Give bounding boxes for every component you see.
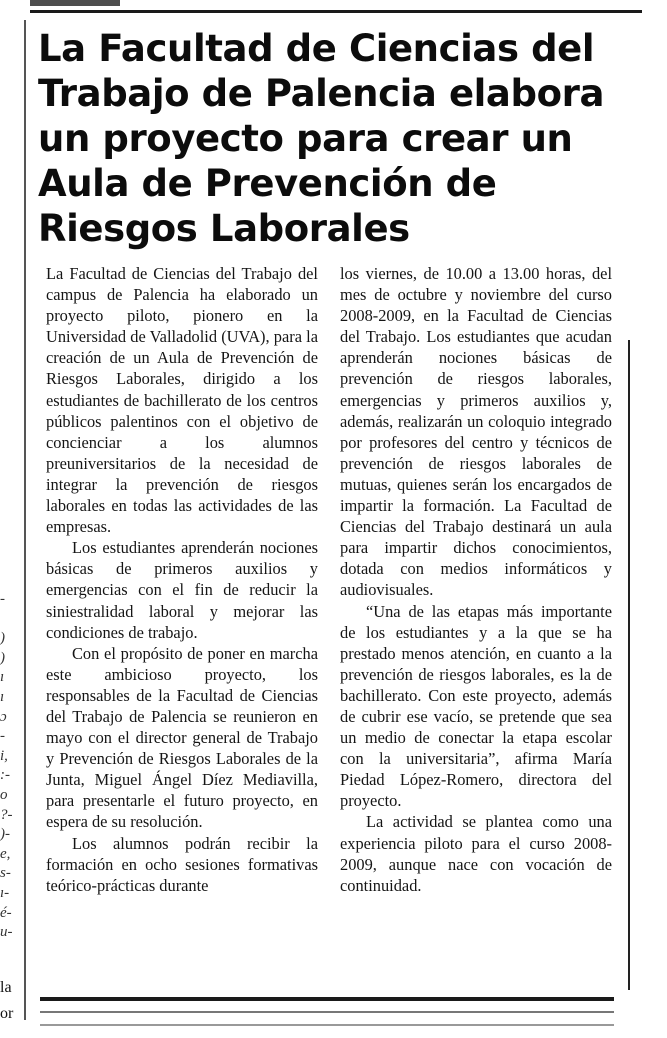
paragraph: “Una de las etapas más importante de los estudiantes y a la que se ha prestado menos atención, en cuanto a la prevención de riesgos laborales, es la de bachillerato. Con este proyecto, además de cubrir ese vacío, se pretende que sea un medio de conectar la etapa escolar con la universitaria”, afirma María Piedad López-Romero, directora del proyecto. <box>340 601 612 811</box>
article-column-2 <box>340 263 612 896</box>
adjacent-column-bottom <box>0 975 13 1027</box>
scan-edge-line <box>628 340 630 990</box>
fragment: ) <box>0 630 5 647</box>
paragraph: Los estudiantes aprenderán nociones básicas de primeros auxilios y emergencias con el fin de reducir la siniestralidad laboral y mejorar las condiciones de trabajo. <box>46 538 318 642</box>
fragment: é- <box>0 904 12 921</box>
fragment: ?- <box>0 806 13 823</box>
fragment: )- <box>0 826 10 843</box>
column-divider-left <box>24 20 26 1020</box>
bottom-rule-thick <box>40 997 614 1001</box>
fragment: ı- <box>0 884 10 901</box>
bottom-rule <box>40 1011 614 1013</box>
fragment: - <box>0 728 5 745</box>
paragraph: los viernes, de 10.00 a 13.00 horas, del mes de octubre y noviembre del curso 2008-2009, en la Facultad de Ciencias del Trabajo. Los estudiantes que acudan aprenderán nociones básicas de prevención de riesgos laborales, emergencias y primeros auxilios y, además, realizarán un coloquio integrado por profesores del centro y técnicos de prevención de riesgos laborales de mutuas, quienes serán los encargados de impartir la formación. La Facultad de Ciencias del Trabajo destinará un aula para impartir dichos conocimientos, dotada con medios informáticos y audiovisuales. <box>340 264 612 600</box>
fragment: o <box>0 786 8 803</box>
fragment: ɔ <box>0 708 7 725</box>
paragraph: Los alumnos podrán recibir la formación en ocho sesiones formativas teórico-prácticas durante <box>46 833 318 895</box>
fragment: i, <box>0 747 8 764</box>
fragment: ı <box>0 688 5 705</box>
paragraph: La actividad se plantea como una experiencia piloto para el curso 2008-2009, aunque nace con vocación de continuidad. <box>340 812 612 895</box>
paragraph: La Facultad de Ciencias del Trabajo del campus de Palencia ha elaborado un proyecto piloto, pionero en la Universidad de Valladolid (UVA), para la creación de un Aula de Prevención de Riesgos Laborales, dirigido a los estudiantes de bachillerato de los centros públicos palentinos con el objetivo de concienciar a los alumnos preuniversitarios de la necesidad de integrar la prevención de riesgos laborales en todas las actividades de las empresas. <box>46 264 318 537</box>
fragment: or <box>0 1005 14 1022</box>
paragraph: Con el propósito de poner en marcha este ambicioso proyecto, los responsables de la Facultad de Ciencias del Trabajo de Palencia se reunieron en mayo con el director general de Trabajo y Prevención de Riesgos Laborales de la Junta, Miguel Ángel Díez Mediavilla, para presentarle el futuro proyecto, en espera de su resolución. <box>46 643 318 832</box>
fragment: s- <box>0 865 11 882</box>
fragment <box>0 610 22 630</box>
fragment: ) <box>0 649 5 666</box>
fragment: - <box>0 591 5 607</box>
article-headline: La Facultad de Ciencias del Trabajo de Palencia elabora un proyecto para crear un Aula de Prevención de Riesgos Laborales <box>38 27 605 250</box>
top-rule <box>30 10 642 13</box>
fragment: la <box>0 979 12 996</box>
top-rule-mark <box>30 0 120 6</box>
fragment: e, <box>0 845 11 862</box>
fragment: u- <box>0 924 13 941</box>
article-column-1 <box>46 263 318 896</box>
bottom-rule <box>40 1024 614 1026</box>
fragment: ı <box>0 669 5 686</box>
adjacent-column-fragments <box>0 590 22 943</box>
fragment: :- <box>0 767 10 784</box>
